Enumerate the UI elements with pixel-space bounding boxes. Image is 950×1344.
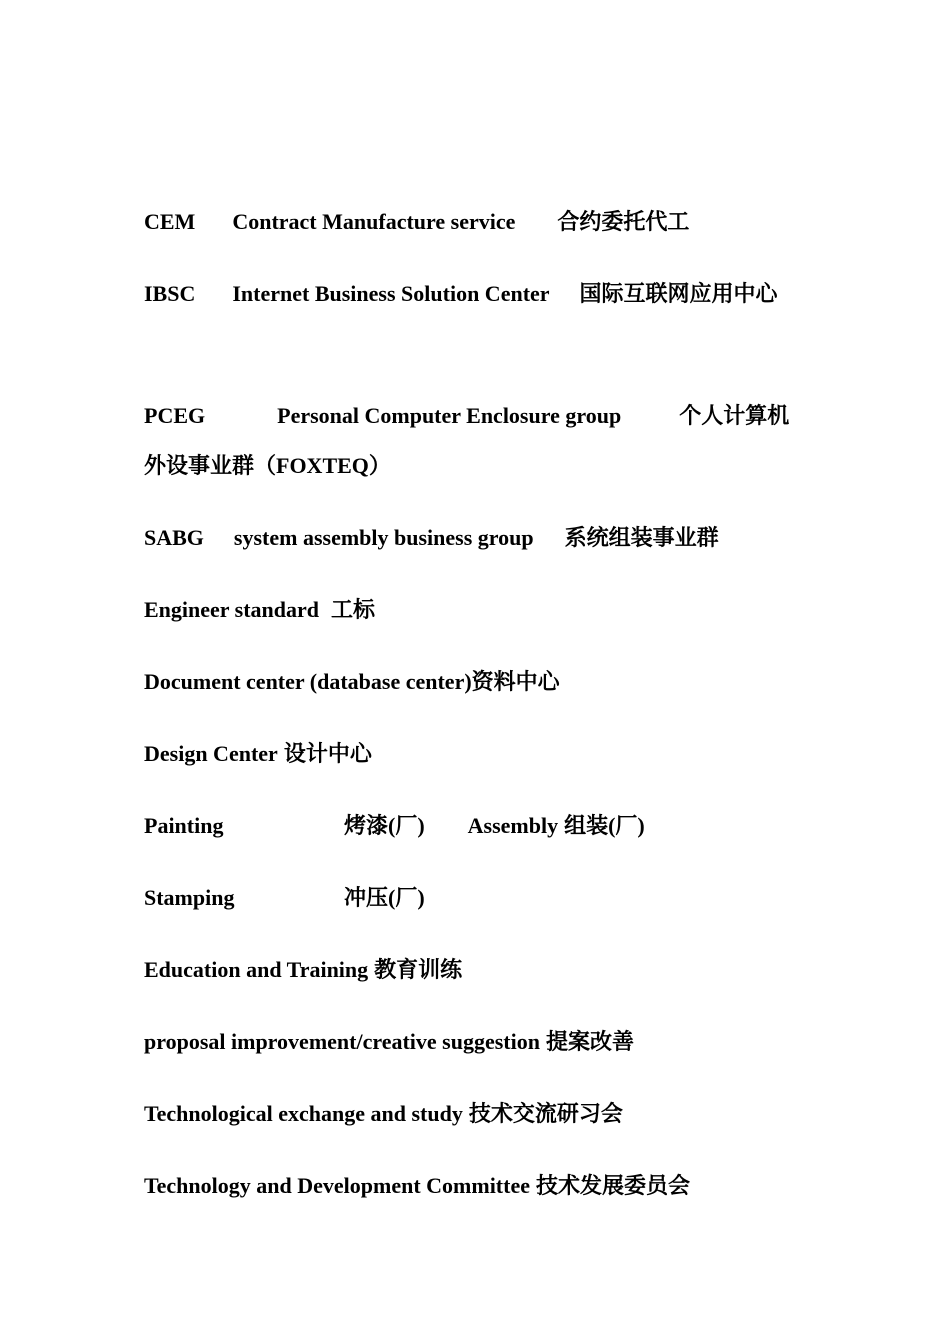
chinese-term-2: 组装(厂)	[564, 813, 645, 838]
chinese-term: 工标	[331, 597, 376, 622]
abbreviation: IBSC	[144, 281, 196, 306]
english-term: Personal Computer Enclosure group	[277, 403, 622, 428]
glossary-entry-painting-assembly	[144, 801, 806, 851]
chinese-term: 技术交流研习会	[468, 1101, 623, 1126]
glossary-entry-stamping	[144, 873, 806, 923]
glossary-entry-proposal-improvement	[144, 1017, 806, 1067]
english-term: Internet Business Solution Center	[232, 281, 550, 306]
english-term: Document center (database center)	[144, 669, 472, 694]
glossary-entry-pceg	[144, 391, 806, 491]
english-term: system assembly business group	[233, 525, 534, 550]
english-term-2: Assembly	[467, 813, 559, 838]
english-term: Contract Manufacture service	[232, 209, 516, 234]
english-term: Technology and Development Committee	[144, 1173, 530, 1198]
glossary-entry-technology-development-committee	[144, 1161, 806, 1211]
glossary-entry-cem	[144, 197, 806, 247]
chinese-term: 系统组装事业群	[564, 525, 719, 550]
chinese-term: 技术发展委员会	[536, 1173, 691, 1198]
abbreviation: PCEG	[144, 403, 206, 428]
english-term: Education and Training	[144, 957, 369, 982]
english-term: Technological exchange and study	[144, 1101, 463, 1126]
english-term: Stamping	[144, 885, 235, 910]
english-term: Painting	[144, 813, 224, 838]
english-term: Design Center	[144, 741, 278, 766]
chinese-term: 合约委托代工	[557, 209, 690, 234]
english-term: proposal improvement/creative suggestion	[144, 1029, 540, 1054]
chinese-term: 教育训练	[374, 957, 463, 982]
glossary-entry-technological-exchange	[144, 1089, 806, 1139]
chinese-term: 设计中心	[283, 741, 372, 766]
abbreviation: CEM	[144, 209, 196, 234]
glossary-entry-engineer-standard	[144, 585, 806, 635]
chinese-term: 资料中心	[471, 669, 560, 694]
chinese-term: 烤漆(厂)	[344, 813, 425, 838]
glossary-entry-document-center	[144, 657, 806, 707]
chinese-term: 冲压(厂)	[344, 885, 425, 910]
glossary-entry-sabg	[144, 513, 806, 563]
chinese-term: 国际互联网应用中心	[579, 281, 778, 306]
abbreviation: SABG	[144, 525, 204, 550]
chinese-term: 提案改善	[545, 1029, 634, 1054]
english-term: Engineer standard	[144, 597, 320, 622]
glossary-entry-ibsc	[144, 269, 806, 319]
chinese-term: 个人计算机外设事业群（FOXTEQ）	[144, 403, 790, 478]
glossary-entry-education-training	[144, 945, 806, 995]
glossary-entry-design-center	[144, 729, 806, 779]
